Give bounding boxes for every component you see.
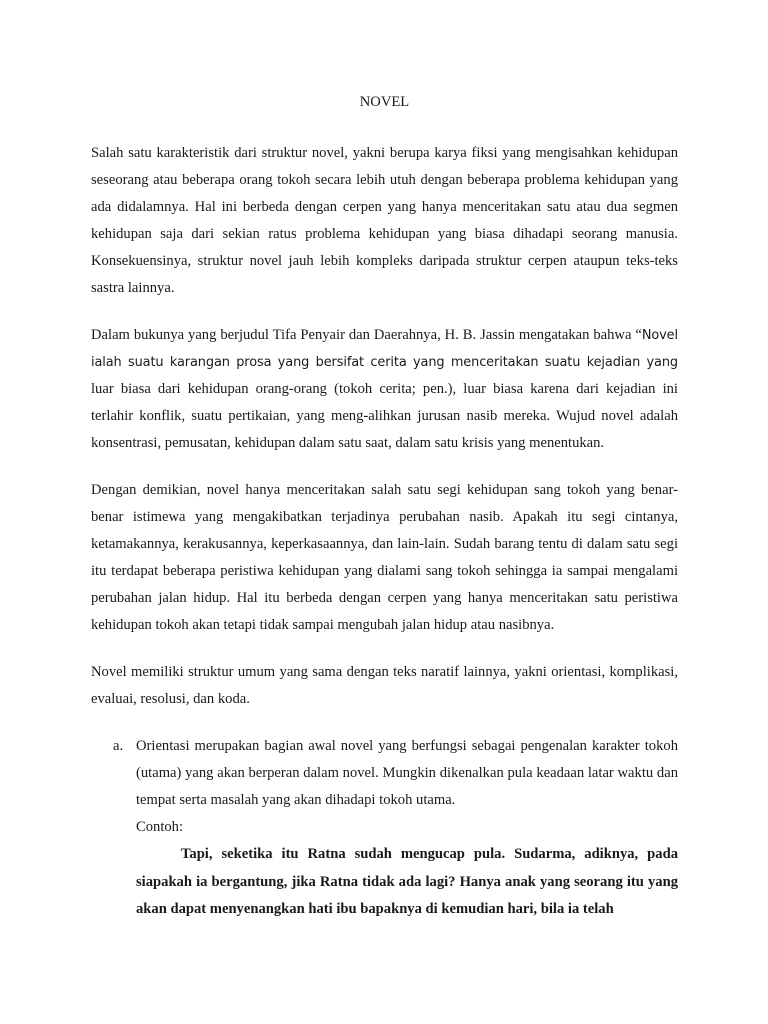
jassin-quote-text: Novel ialah suatu karangan prosa yang bersifat cerita yang menceritakan suatu kejadian yang <box>91 328 678 370</box>
jassin-intro-text: Dalam bukunya yang berjudul Tifa Penyair dan Daerahnya, H. B. Jassin mengatakan bahwa “ <box>91 327 642 343</box>
paragraph-characteristics: Salah satu karakteristik dari struktur novel, yakni berupa karya fiksi yang mengisahkan kehidupan seseorang atau beberapa orang tokoh secara lebih utuh dengan beberapa problema kehidupan yang ada didalamnya. Hal ini berbeda dengan cerpen yang hanya menceritakan satu atau dua segmen kehidupan saja dari sekian ratus problema kehidupan yang biasa dihadapi seorang manusia. Konsekuensinya, struktur novel jauh lebih kompleks daripada struktur cerpen ataupun teks-teks sastra lainnya. <box>91 145 678 296</box>
paragraph-jassin-definition <box>91 322 678 457</box>
list-item-orientation <box>91 733 678 924</box>
paragraph-life-segment: Dengan demikian, novel hanya menceritakan salah satu segi kehidupan sang tokoh yang benar-benar istimewa yang mengakibatkan terjadinya perubahan nasib. Apakah itu segi cintanya, ketamakannya, kerakusannya, keperkasaannya, dan lain-lain. Sudah barang tentu di dalam satu segi itu terdapat beberapa peristiwa kehidupan yang dialami sang tokoh sehingga ia sampai mengalami perubahan jalan hidup. Hal itu berbeda dengan cerpen yang hanya menceritakan satu peristiwa kehidupan tokoh akan tetapi tidak sampai mengubah jalan hidup atau nasibnya. <box>91 482 678 633</box>
jassin-continuation-text: luar biasa dari kehidupan orang-orang (tokoh cerita; pen.), luar biasa karena dari kejadian ini terlahir konflik, suatu pertikaian, yang meng-alihkan jurusan nasib mereka. Wujud novel adalah konsentrasi, pemusatan, kehidupan dalam satu saat, dalam satu krisis yang menentukan. <box>91 381 678 451</box>
paragraph-structure: Novel memiliki struktur umum yang sama dengan teks naratif lainnya, yakni orientasi, komplikasi, evaluai, resolusi, dan koda. <box>91 664 678 707</box>
example-label: Contoh: <box>136 819 184 835</box>
structure-list <box>91 733 678 924</box>
orientation-description: Orientasi merupakan bagian awal novel yang berfungsi sebagai pengenalan karakter tokoh (utama) yang akan berperan dalam novel. Mungkin dikenalkan pula keadaan latar waktu dan tempat serta masalah yang akan dihadapi tokoh utama. <box>136 738 678 808</box>
example-quote: Tapi, seketika itu Ratna sudah mengucap pula. Sudarma, adiknya, pada siapakah ia bergantung, jika Ratna tidak ada lagi? Hanya anak yang seorang itu yang akan dapat menyenangkan hati ibu bapaknya di kemudian hari, bila ia telah <box>136 846 678 917</box>
document-title: NOVEL <box>359 94 410 110</box>
list-marker: a. <box>113 738 124 754</box>
